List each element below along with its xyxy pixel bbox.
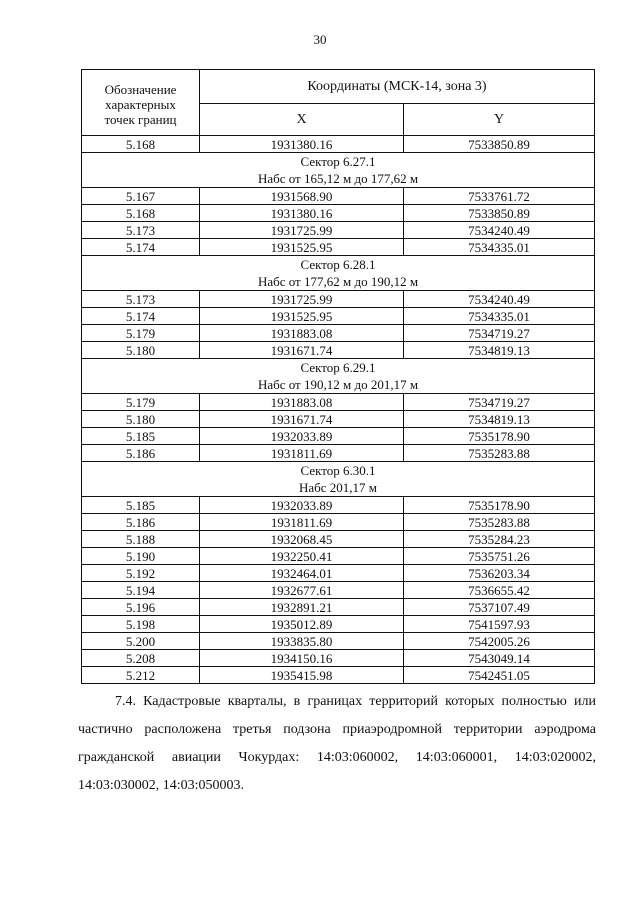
header-y: Y: [404, 104, 595, 136]
cell-point: 5.208: [82, 650, 200, 667]
sector-title: Сектор 6.28.1: [300, 257, 376, 272]
table-row: [82, 616, 595, 633]
paragraph-line: гражданской авиации Чокурдах: 14:03:060002, 14:03:060001, 14:03:020002,: [78, 750, 596, 765]
cell-point: 5.212: [82, 667, 200, 684]
cell-x: 1931811.69: [200, 514, 404, 531]
table-row: [82, 531, 595, 548]
cell-x: 1932068.45: [200, 531, 404, 548]
cell-x: 1931883.08: [200, 394, 404, 411]
cell-x: 1932250.41: [200, 548, 404, 565]
header-designation-line: характерных: [105, 96, 176, 112]
sector-header-row: [82, 256, 595, 291]
cell-y: 7535178.90: [404, 497, 595, 514]
cell-y: 7534240.49: [404, 222, 595, 239]
table-row: [82, 239, 595, 256]
cell-x: 1931671.74: [200, 411, 404, 428]
table-row: [82, 394, 595, 411]
cell-x: 1932033.89: [200, 497, 404, 514]
cell-x: 1931380.16: [200, 136, 404, 153]
sector-height: Набс 201,17 м: [298, 480, 378, 495]
cell-x: 1932677.61: [200, 582, 404, 599]
sector-header-row: [82, 462, 595, 497]
table-row: [82, 411, 595, 428]
sector-header: [82, 256, 595, 291]
sector-header: [82, 359, 595, 394]
cell-point: 5.190: [82, 548, 200, 565]
cell-x: 1931671.74: [200, 342, 404, 359]
cell-point: 5.192: [82, 565, 200, 582]
cell-y: 7534335.01: [404, 308, 595, 325]
cell-y: 7535284.23: [404, 531, 595, 548]
table-row: [82, 205, 595, 222]
paragraph-line: 14:03:030002, 14:03:050003.: [78, 778, 245, 793]
paragraph-text: 7.4. Кадастровые кварталы, в границах территорий которых полностью или: [115, 694, 596, 709]
table-row: [82, 308, 595, 325]
table-row: [82, 599, 595, 616]
sector-header: [82, 462, 595, 497]
cell-y: 7537107.49: [404, 599, 595, 616]
table-row: [82, 650, 595, 667]
sector-height: Набс от 190,12 м до 201,17 м: [257, 377, 419, 392]
header-designation-line: Обозначение: [104, 81, 177, 97]
cell-point: 5.185: [82, 428, 200, 445]
table-row: [82, 548, 595, 565]
cell-point: 5.180: [82, 411, 200, 428]
table-row: [82, 514, 595, 531]
sector-height: Набс от 177,62 м до 190,12 м: [257, 274, 419, 289]
cell-point: 5.179: [82, 394, 200, 411]
table-row: [82, 342, 595, 359]
cell-x: 1931725.99: [200, 222, 404, 239]
cell-y: 7542005.26: [404, 633, 595, 650]
cell-point: 5.196: [82, 599, 200, 616]
paragraph-line: [78, 688, 596, 716]
cell-y: 7534240.49: [404, 291, 595, 308]
cell-y: 7534819.13: [404, 342, 595, 359]
cell-y: 7534335.01: [404, 239, 595, 256]
cell-x: 1932033.89: [200, 428, 404, 445]
cell-point: 5.186: [82, 514, 200, 531]
table-row: [82, 188, 595, 205]
cell-y: 7536655.42: [404, 582, 595, 599]
cell-point: 5.179: [82, 325, 200, 342]
table-row: [82, 428, 595, 445]
table-row: [82, 222, 595, 239]
paragraph-line: частично расположена третья подзона приаэродромной территории аэродрома: [78, 722, 596, 737]
cell-y: 7534719.27: [404, 394, 595, 411]
cell-point: 5.180: [82, 342, 200, 359]
cell-x: 1931380.16: [200, 205, 404, 222]
cell-y: 7535283.88: [404, 445, 595, 462]
header-coordinates: Координаты (МСК-14, зона 3): [200, 70, 595, 104]
cell-y: 7535751.26: [404, 548, 595, 565]
cell-y: 7533850.89: [404, 136, 595, 153]
page-number: 30: [313, 32, 327, 47]
cell-y: 7541597.93: [404, 616, 595, 633]
table-row: [82, 633, 595, 650]
cell-point: 5.186: [82, 445, 200, 462]
cell-x: 1932464.01: [200, 565, 404, 582]
sector-height: Набс от 165,12 м до 177,62 м: [257, 171, 419, 186]
cell-x: 1931568.90: [200, 188, 404, 205]
cell-point: 5.188: [82, 531, 200, 548]
cell-point: 5.194: [82, 582, 200, 599]
coordinates-table: [81, 69, 595, 684]
cell-x: 1934150.16: [200, 650, 404, 667]
table-row: [82, 565, 595, 582]
cell-y: 7533850.89: [404, 205, 595, 222]
cell-x: 1935415.98: [200, 667, 404, 684]
sector-header-row: [82, 153, 595, 188]
cell-point: 5.200: [82, 633, 200, 650]
cell-x: 1931883.08: [200, 325, 404, 342]
sector-title: Сектор 6.27.1: [300, 154, 376, 169]
table-row: [82, 445, 595, 462]
header-designation: [82, 70, 200, 136]
cell-point: 5.174: [82, 239, 200, 256]
cell-point: 5.168: [82, 136, 200, 153]
header-designation-line: точек границ: [104, 111, 177, 127]
cell-x: 1931725.99: [200, 291, 404, 308]
cell-x: 1935012.89: [200, 616, 404, 633]
cell-x: 1932891.21: [200, 599, 404, 616]
cell-y: 7543049.14: [404, 650, 595, 667]
cell-x: 1931525.95: [200, 239, 404, 256]
cell-point: 5.173: [82, 222, 200, 239]
cell-point: 5.173: [82, 291, 200, 308]
cell-x: 1931525.95: [200, 308, 404, 325]
sector-title: Сектор 6.30.1: [300, 463, 376, 478]
sector-header: [82, 153, 595, 188]
table-row: [82, 582, 595, 599]
cadastral-paragraph: [78, 688, 596, 800]
sector-header-row: [82, 359, 595, 394]
table-row: [82, 667, 595, 684]
cell-point: 5.198: [82, 616, 200, 633]
cell-x: 1933835.80: [200, 633, 404, 650]
table-row: [82, 497, 595, 514]
table-row: [82, 325, 595, 342]
cell-y: 7534819.13: [404, 411, 595, 428]
cell-point: 5.168: [82, 205, 200, 222]
cell-point: 5.185: [82, 497, 200, 514]
cell-x: 1931811.69: [200, 445, 404, 462]
table-row: [82, 291, 595, 308]
cell-y: 7533761.72: [404, 188, 595, 205]
header-x: X: [200, 104, 404, 136]
table-row: [82, 136, 595, 153]
cell-y: 7535283.88: [404, 514, 595, 531]
cell-y: 7542451.05: [404, 667, 595, 684]
sector-title: Сектор 6.29.1: [300, 360, 376, 375]
cell-y: 7534719.27: [404, 325, 595, 342]
cell-point: 5.174: [82, 308, 200, 325]
cell-point: 5.167: [82, 188, 200, 205]
cell-y: 7536203.34: [404, 565, 595, 582]
cell-y: 7535178.90: [404, 428, 595, 445]
